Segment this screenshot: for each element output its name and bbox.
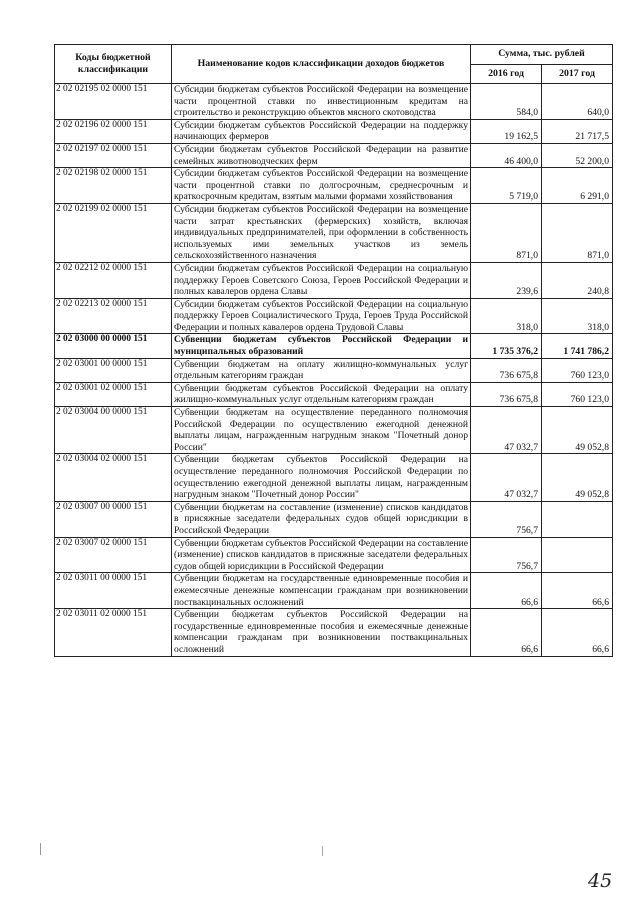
row-value-2017-cell: 49 052,8 — [542, 454, 613, 501]
row-value-2017-cell: 6 291,0 — [542, 168, 613, 204]
row-code-cell: 2 02 03011 02 0000 151 — [55, 609, 172, 656]
row-value-2017-cell: 871,0 — [542, 203, 613, 262]
table-row — [55, 298, 613, 334]
row-name-cell: Субсидии бюджетам субъектов Российской Федерации на поддержку начинающих фермеров — [172, 119, 471, 143]
table-row — [55, 454, 613, 501]
row-code-cell: 2 02 02195 02 0000 151 — [55, 84, 172, 120]
row-name-cell: Субсидии бюджетам субъектов Российской Федерации на развитие семейных животноводческих ферм — [172, 143, 471, 167]
row-name-cell: Субвенции бюджетам субъектов Российской Федерации и муниципальных образований — [172, 334, 471, 358]
table-row — [55, 407, 613, 454]
row-code-cell: 2 02 02213 02 0000 151 — [55, 298, 172, 334]
row-name-cell: Субвенции бюджетам на составление (изменение) списков кандидатов в присяжные заседатели федеральных судов общей юрисдикции в Российской Федерации — [172, 501, 471, 537]
row-value-2017-cell: 760 123,0 — [542, 358, 613, 382]
row-name-cell: Субвенции бюджетам на государственные единовременные пособия и ежемесячные денежные компенсации гражданам при возникновении поствакцинальных осложнений — [172, 573, 471, 609]
row-name-cell: Субсидии бюджетам субъектов Российской Федерации на социальную поддержку Героев Социалистического Труда, Героев Труда Российской Федерации и полных кавалеров ордена Трудовой Славы — [172, 298, 471, 334]
row-name-cell: Субвенции бюджетам субъектов Российской Федерации на оплату жилищно-коммунальных услуг отдельным категориям граждан — [172, 382, 471, 406]
row-name-cell: Субсидии бюджетам субъектов Российской Федерации на возмещение части процентной ставки по инвестиционным кредитам на строительство и реконструкцию объектов мясного скотоводства — [172, 84, 471, 120]
row-name-cell: Субсидии бюджетам субъектов Российской Федерации на возмещение части процентной ставки по долгосрочным, среднесрочным и краткосрочным кредитам, взятым малыми формами хозяйствования — [172, 168, 471, 204]
row-name-cell: Субвенции бюджетам субъектов Российской Федерации на государственные единовременные пособия и ежемесячные денежные компенсации гражданам при возникновении поствакцинальных осложнений — [172, 609, 471, 656]
row-value-2016-cell: 5 719,0 — [471, 168, 542, 204]
table-row — [55, 262, 613, 298]
row-code-cell: 2 02 02198 02 0000 151 — [55, 168, 172, 204]
row-code-cell: 2 02 02197 02 0000 151 — [55, 143, 172, 167]
row-value-2017-cell: 52 200,0 — [542, 143, 613, 167]
table-row — [55, 143, 613, 167]
row-value-2016-cell: 756,7 — [471, 537, 542, 573]
row-value-2016-cell: 47 032,7 — [471, 407, 542, 454]
row-value-2017-cell: 640,0 — [542, 84, 613, 120]
row-value-2016-cell: 736 675,8 — [471, 358, 542, 382]
row-code-cell: 2 02 03004 00 0000 151 — [55, 407, 172, 454]
table-row — [55, 168, 613, 204]
row-code-cell: 2 02 03007 00 0000 151 — [55, 501, 172, 537]
row-value-2017-cell — [542, 501, 613, 537]
table-row — [55, 573, 613, 609]
table-row — [55, 84, 613, 120]
row-value-2016-cell: 1 735 376,2 — [471, 334, 542, 358]
row-code-cell: 2 02 03000 00 0000 151 — [55, 334, 172, 358]
row-value-2017-cell: 760 123,0 — [542, 382, 613, 406]
row-value-2017-cell: 318,0 — [542, 298, 613, 334]
header-sum-column: Сумма, тыс. рублей — [471, 45, 613, 65]
header-year-2016: 2016 год — [471, 64, 542, 84]
row-name-cell: Субвенции бюджетам субъектов Российской Федерации на осуществление переданного полномочия Российской Федерации по осуществлению ежегодной денежной выплаты лицам, награжденным нагрудным знаком "Почетный донор России" — [172, 454, 471, 501]
row-value-2016-cell: 756,7 — [471, 501, 542, 537]
row-value-2016-cell: 66,6 — [471, 573, 542, 609]
row-value-2017-cell: 240,8 — [542, 262, 613, 298]
header-year-2017: 2017 год — [542, 64, 613, 84]
page-number: 45 — [588, 870, 613, 892]
row-code-cell: 2 02 02196 02 0000 151 — [55, 119, 172, 143]
row-value-2017-cell: 1 741 786,2 — [542, 334, 613, 358]
row-code-cell: 2 02 03001 00 0000 151 — [55, 358, 172, 382]
row-value-2016-cell: 47 032,7 — [471, 454, 542, 501]
table-row — [55, 334, 613, 358]
scan-mark — [322, 846, 323, 856]
row-code-cell: 2 02 02212 02 0000 151 — [55, 262, 172, 298]
table-row — [55, 203, 613, 262]
row-value-2016-cell: 736 675,8 — [471, 382, 542, 406]
row-value-2016-cell: 19 162,5 — [471, 119, 542, 143]
row-value-2017-cell — [542, 537, 613, 573]
table-row — [55, 119, 613, 143]
row-value-2017-cell: 21 717,5 — [542, 119, 613, 143]
row-value-2017-cell: 66,6 — [542, 609, 613, 656]
row-name-cell: Субвенции бюджетам на осуществление переданного полномочия Российской Федерации по осуществлению ежегодной денежной выплаты лицам, награжденным нагрудным знаком "Почетный донор России" — [172, 407, 471, 454]
budget-revenue-table — [54, 44, 613, 657]
row-value-2016-cell: 871,0 — [471, 203, 542, 262]
table-row — [55, 501, 613, 537]
budget-table-page — [54, 44, 612, 657]
row-value-2016-cell: 66,6 — [471, 609, 542, 656]
row-value-2017-cell: 49 052,8 — [542, 407, 613, 454]
table-row — [55, 609, 613, 656]
scan-mark — [40, 843, 41, 855]
row-name-cell: Субсидии бюджетам субъектов Российской Федерации на социальную поддержку Героев Советского Союза, Героев Российской Федерации и полных кавалеров ордена Славы — [172, 262, 471, 298]
row-value-2016-cell: 318,0 — [471, 298, 542, 334]
row-code-cell: 2 02 03011 00 0000 151 — [55, 573, 172, 609]
table-row — [55, 537, 613, 573]
row-code-cell: 2 02 03001 02 0000 151 — [55, 382, 172, 406]
row-name-cell: Субвенции бюджетам субъектов Российской Федерации на составление (изменение) списков кандидатов в присяжные заседатели федеральных судов общей юрисдикции в Российской Федерации — [172, 537, 471, 573]
row-name-cell: Субсидии бюджетам субъектов Российской Федерации на возмещение части затрат крестьянских (фермерских) хозяйств, включая индивидуальных предпринимателей, при оформлении в собственность используемых ими земельных участков из земель сельскохозяйственного назначения — [172, 203, 471, 262]
header-code-column: Коды бюджетной классификации — [55, 45, 172, 84]
table-row — [55, 358, 613, 382]
header-name-column: Наименование кодов классификации доходов бюджетов — [172, 45, 471, 84]
table-body — [55, 84, 613, 657]
row-value-2016-cell: 584,0 — [471, 84, 542, 120]
table-row — [55, 382, 613, 406]
row-value-2016-cell: 46 400,0 — [471, 143, 542, 167]
row-value-2016-cell: 239,6 — [471, 262, 542, 298]
row-name-cell: Субвенции бюджетам на оплату жилищно-коммунальных услуг отдельным категориям граждан — [172, 358, 471, 382]
row-value-2017-cell: 66,6 — [542, 573, 613, 609]
row-code-cell: 2 02 03004 02 0000 151 — [55, 454, 172, 501]
row-code-cell: 2 02 03007 02 0000 151 — [55, 537, 172, 573]
row-code-cell: 2 02 02199 02 0000 151 — [55, 203, 172, 262]
